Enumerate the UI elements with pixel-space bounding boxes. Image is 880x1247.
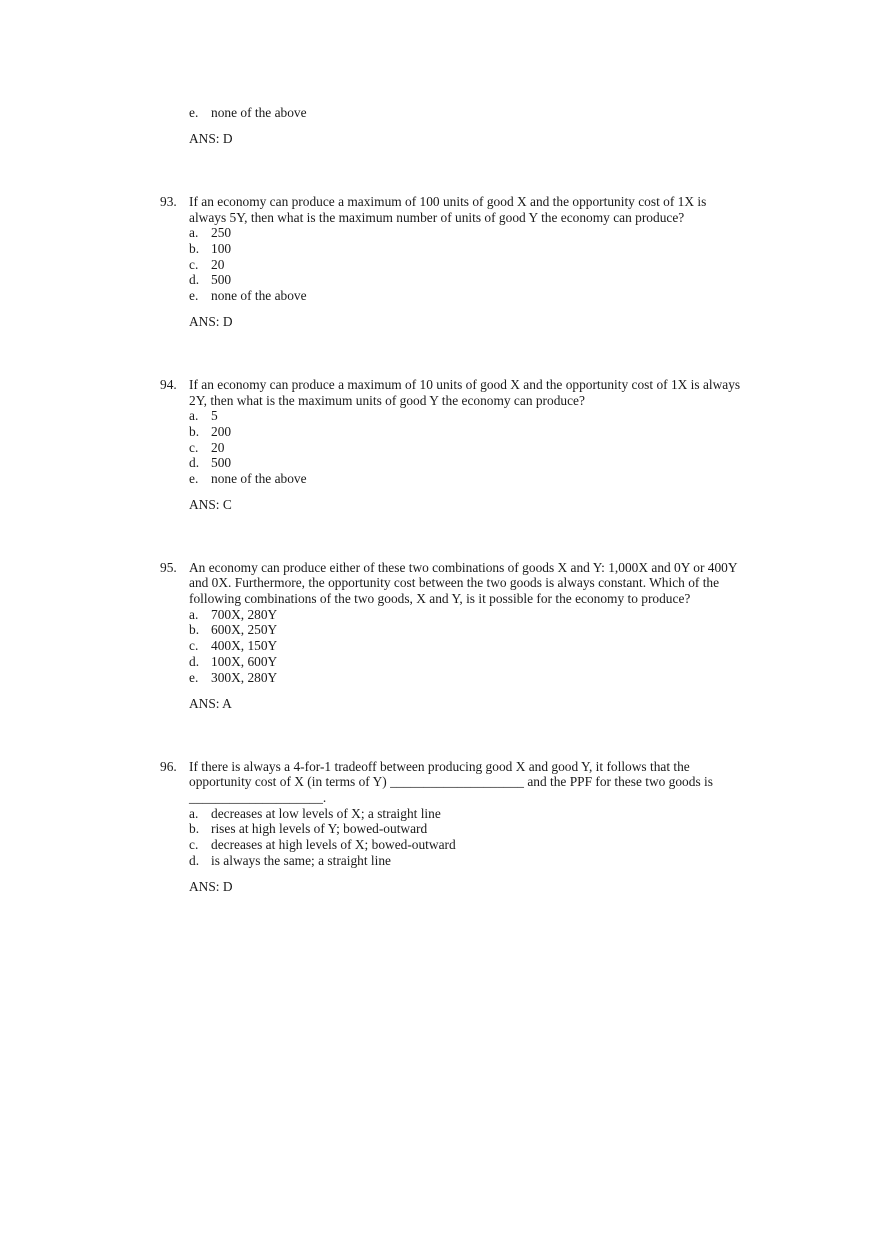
option-letter: a.: [189, 806, 199, 821]
option-text: 100X, 600Y: [211, 654, 278, 669]
question-number: 93.: [160, 194, 177, 209]
option-letter: b.: [189, 821, 200, 836]
option-letter: c.: [189, 440, 199, 455]
question-stem-line: ____________________.: [189, 790, 327, 805]
option-letter: d.: [189, 853, 200, 868]
option-text: is always the same; a straight line: [211, 853, 391, 868]
option-letter: a.: [189, 408, 199, 423]
option-letter: e.: [189, 670, 199, 685]
option-text: 200: [211, 424, 232, 439]
option-text: 100: [211, 241, 232, 256]
option-text: 300X, 280Y: [211, 670, 278, 685]
option-text: 400X, 150Y: [211, 638, 278, 653]
answer-key: ANS: D: [189, 879, 233, 894]
option-letter: b.: [189, 241, 200, 256]
option-text: none of the above: [211, 471, 307, 486]
question-stem-line: If there is always a 4-for-1 tradeoff between producing good X and good Y, it follows that the: [189, 759, 690, 774]
option-text: 600X, 250Y: [211, 622, 278, 637]
option-letter: d.: [189, 272, 200, 287]
question-stem-line: and 0X. Furthermore, the opportunity cost between the two goods is always constant. Which of the: [189, 575, 720, 590]
option-text: decreases at low levels of X; a straight line: [211, 806, 441, 821]
question-stem-line: always 5Y, then what is the maximum number of units of good Y the economy can produce?: [189, 210, 685, 225]
option-letter: c.: [189, 837, 199, 852]
option-letter: a.: [189, 607, 199, 622]
option-letter: a.: [189, 225, 199, 240]
option-text: none of the above: [211, 288, 307, 303]
option-text: 500: [211, 272, 232, 287]
question-stem-line: following combinations of the two goods, X and Y, is it possible for the economy to produce?: [189, 591, 691, 606]
option-letter: b.: [189, 622, 200, 637]
question-stem-line: 2Y, then what is the maximum units of good Y the economy can produce?: [189, 393, 585, 408]
option-letter: d.: [189, 455, 200, 470]
option-text: 5: [211, 408, 218, 423]
option-letter: c.: [189, 638, 199, 653]
question-number: 94.: [160, 377, 177, 392]
option-letter: c.: [189, 257, 199, 272]
option-text: none of the above: [211, 105, 307, 120]
answer-key: ANS: A: [189, 696, 232, 711]
option-text: 700X, 280Y: [211, 607, 278, 622]
option-letter: b.: [189, 424, 200, 439]
answer-key: ANS: D: [189, 131, 233, 146]
option-text: decreases at high levels of X; bowed-outward: [211, 837, 456, 852]
option-text: 20: [211, 440, 225, 455]
question-stem-line: An economy can produce either of these two combinations of goods X and Y: 1,000X and 0Y or 400Y: [189, 560, 738, 575]
question-number: 95.: [160, 560, 177, 575]
option-letter: e.: [189, 288, 199, 303]
option-text: 250: [211, 225, 232, 240]
option-letter: e.: [189, 105, 199, 120]
question-stem-line: If an economy can produce a maximum of 100 units of good X and the opportunity cost of 1X is: [189, 194, 707, 209]
question-stem-line: If an economy can produce a maximum of 10 units of good X and the opportunity cost of 1X is always: [189, 377, 741, 392]
option-text: 20: [211, 257, 225, 272]
option-letter: d.: [189, 654, 200, 669]
option-text: rises at high levels of Y; bowed-outward: [211, 821, 428, 836]
answer-key: ANS: D: [189, 314, 233, 329]
option-text: 500: [211, 455, 232, 470]
answer-key: ANS: C: [189, 497, 232, 512]
option-letter: e.: [189, 471, 199, 486]
question-number: 96.: [160, 759, 177, 774]
question-stem-line: opportunity cost of X (in terms of Y) ____________________ and the PPF for these two goods is: [189, 774, 713, 789]
